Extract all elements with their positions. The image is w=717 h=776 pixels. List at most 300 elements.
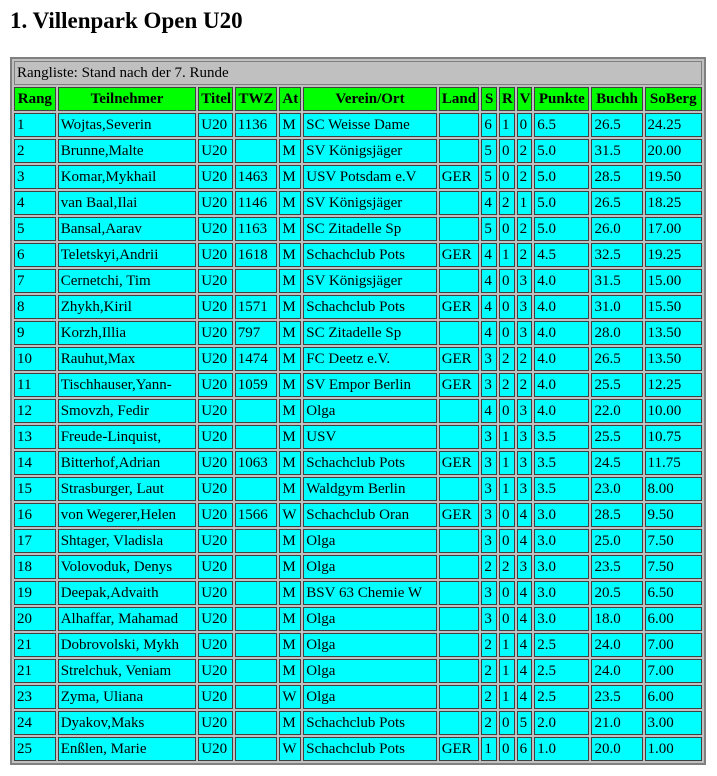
cell-soberg: 9.50 <box>645 503 703 527</box>
cell-land: GER <box>439 451 480 475</box>
cell-titel: U20 <box>198 581 232 605</box>
cell-soberg: 10.00 <box>645 399 703 423</box>
cell-twz: 1474 <box>235 347 278 371</box>
table-row <box>14 347 702 371</box>
cell-punkte: 3.0 <box>534 555 589 579</box>
table-body <box>14 113 702 761</box>
cell-titel: U20 <box>198 243 232 267</box>
cell-teilnehmer: van Baal,Ilai <box>58 191 197 215</box>
table-row <box>14 503 702 527</box>
cell-at: M <box>279 425 301 449</box>
cell-v: 0 <box>517 113 533 137</box>
cell-v: 2 <box>517 243 533 267</box>
cell-buchh: 21.0 <box>591 711 642 735</box>
cell-titel: U20 <box>198 529 232 553</box>
cell-buchh: 26.0 <box>591 217 642 241</box>
cell-rang: 14 <box>14 451 56 475</box>
cell-teilnehmer: Enßlen, Marie <box>58 737 197 761</box>
cell-verein-ort: SC Weisse Dame <box>303 113 436 137</box>
cell-rang: 13 <box>14 425 56 449</box>
cell-verein-ort: Olga <box>303 607 436 631</box>
cell-soberg: 7.50 <box>645 555 703 579</box>
cell-buchh: 26.5 <box>591 347 642 371</box>
cell-punkte: 3.5 <box>534 477 589 501</box>
cell-land <box>439 139 480 163</box>
cell-titel: U20 <box>198 711 232 735</box>
table-row <box>14 607 702 631</box>
cell-v: 3 <box>517 321 533 345</box>
cell-r: 0 <box>499 321 515 345</box>
cell-r: 0 <box>499 711 515 735</box>
cell-titel: U20 <box>198 451 232 475</box>
cell-punkte: 4.5 <box>534 243 589 267</box>
cell-r: 1 <box>499 659 515 683</box>
cell-r: 0 <box>499 399 515 423</box>
cell-s: 3 <box>481 529 497 553</box>
cell-buchh: 20.0 <box>591 737 642 761</box>
cell-verein-ort: SC Zitadelle Sp <box>303 217 436 241</box>
cell-buchh: 25.5 <box>591 373 642 397</box>
cell-twz: 1463 <box>235 165 278 189</box>
cell-twz <box>235 607 278 631</box>
cell-verein-ort: Olga <box>303 529 436 553</box>
table-row <box>14 529 702 553</box>
cell-teilnehmer: Komar,Mykhail <box>58 165 197 189</box>
column-header-twz: TWZ <box>235 87 278 111</box>
cell-at: M <box>279 217 301 241</box>
table-row <box>14 243 702 267</box>
cell-land <box>439 399 480 423</box>
cell-r: 0 <box>499 269 515 293</box>
column-header-v: V <box>517 87 533 111</box>
cell-buchh: 31.5 <box>591 139 642 163</box>
cell-land: GER <box>439 373 480 397</box>
cell-r: 2 <box>499 373 515 397</box>
cell-verein-ort: SV Empor Berlin <box>303 373 436 397</box>
cell-s: 6 <box>481 113 497 137</box>
cell-r: 1 <box>499 685 515 709</box>
cell-titel: U20 <box>198 633 232 657</box>
cell-v: 3 <box>517 399 533 423</box>
cell-buchh: 23.0 <box>591 477 642 501</box>
cell-titel: U20 <box>198 295 232 319</box>
cell-punkte: 4.0 <box>534 399 589 423</box>
cell-s: 3 <box>481 503 497 527</box>
cell-buchh: 32.5 <box>591 243 642 267</box>
cell-s: 3 <box>481 607 497 631</box>
cell-rang: 18 <box>14 555 56 579</box>
column-header-land: Land <box>439 87 480 111</box>
cell-teilnehmer: Wojtas,Severin <box>58 113 197 137</box>
cell-land <box>439 529 480 553</box>
cell-s: 2 <box>481 711 497 735</box>
cell-twz: 1136 <box>235 113 278 137</box>
cell-at: M <box>279 581 301 605</box>
cell-titel: U20 <box>198 191 232 215</box>
cell-land <box>439 633 480 657</box>
cell-teilnehmer: Strasburger, Laut <box>58 477 197 501</box>
caption-row <box>14 61 702 85</box>
table-row <box>14 451 702 475</box>
cell-punkte: 4.0 <box>534 373 589 397</box>
cell-at: M <box>279 529 301 553</box>
column-header-r: R <box>499 87 515 111</box>
cell-twz <box>235 555 278 579</box>
cell-punkte: 2.5 <box>534 633 589 657</box>
table-row <box>14 165 702 189</box>
cell-at: M <box>279 711 301 735</box>
cell-land: GER <box>439 737 480 761</box>
cell-s: 5 <box>481 139 497 163</box>
cell-s: 2 <box>481 633 497 657</box>
cell-titel: U20 <box>198 269 232 293</box>
cell-r: 0 <box>499 737 515 761</box>
cell-punkte: 4.0 <box>534 269 589 293</box>
table-row <box>14 399 702 423</box>
cell-land <box>439 425 480 449</box>
cell-titel: U20 <box>198 685 232 709</box>
cell-verein-ort: SV Königsjäger <box>303 269 436 293</box>
cell-v: 1 <box>517 191 533 215</box>
cell-v: 6 <box>517 737 533 761</box>
cell-at: M <box>279 139 301 163</box>
cell-soberg: 6.00 <box>645 607 703 631</box>
cell-titel: U20 <box>198 373 232 397</box>
cell-buchh: 24.5 <box>591 451 642 475</box>
cell-titel: U20 <box>198 425 232 449</box>
cell-v: 3 <box>517 451 533 475</box>
cell-v: 4 <box>517 529 533 553</box>
table-row <box>14 711 702 735</box>
cell-soberg: 15.50 <box>645 295 703 319</box>
cell-twz: 1618 <box>235 243 278 267</box>
cell-soberg: 13.50 <box>645 321 703 345</box>
cell-r: 1 <box>499 243 515 267</box>
cell-land <box>439 555 480 579</box>
cell-r: 0 <box>499 503 515 527</box>
cell-teilnehmer: Dobrovolski, Mykh <box>58 633 197 657</box>
cell-punkte: 5.0 <box>534 191 589 215</box>
cell-r: 0 <box>499 165 515 189</box>
cell-twz <box>235 529 278 553</box>
cell-twz <box>235 659 278 683</box>
column-header-buchh: Buchh <box>591 87 642 111</box>
cell-buchh: 26.5 <box>591 113 642 137</box>
cell-punkte: 1.0 <box>534 737 589 761</box>
cell-twz: 1063 <box>235 451 278 475</box>
cell-v: 4 <box>517 659 533 683</box>
column-header-s: S <box>481 87 497 111</box>
cell-verein-ort: BSV 63 Chemie W <box>303 581 436 605</box>
cell-soberg: 7.50 <box>645 529 703 553</box>
cell-twz <box>235 633 278 657</box>
table-row <box>14 373 702 397</box>
cell-r: 1 <box>499 633 515 657</box>
header-row <box>14 87 702 111</box>
cell-soberg: 19.25 <box>645 243 703 267</box>
cell-soberg: 8.00 <box>645 477 703 501</box>
cell-at: W <box>279 685 301 709</box>
cell-verein-ort: SV Königsjäger <box>303 139 436 163</box>
cell-teilnehmer: Cernetchi, Tim <box>58 269 197 293</box>
cell-teilnehmer: Smovzh, Fedir <box>58 399 197 423</box>
cell-land: GER <box>439 243 480 267</box>
cell-land <box>439 321 480 345</box>
cell-punkte: 5.0 <box>534 217 589 241</box>
cell-s: 4 <box>481 295 497 319</box>
cell-punkte: 3.0 <box>534 607 589 631</box>
cell-buchh: 28.0 <box>591 321 642 345</box>
cell-land: GER <box>439 503 480 527</box>
cell-r: 0 <box>499 607 515 631</box>
cell-rang: 1 <box>14 113 56 137</box>
cell-s: 3 <box>481 581 497 605</box>
cell-land: GER <box>439 165 480 189</box>
column-header-punkte: Punkte <box>534 87 589 111</box>
cell-rang: 7 <box>14 269 56 293</box>
cell-soberg: 7.00 <box>645 659 703 683</box>
cell-punkte: 4.0 <box>534 295 589 319</box>
cell-soberg: 3.00 <box>645 711 703 735</box>
cell-land: GER <box>439 347 480 371</box>
cell-s: 2 <box>481 685 497 709</box>
cell-titel: U20 <box>198 347 232 371</box>
cell-titel: U20 <box>198 607 232 631</box>
cell-r: 0 <box>499 529 515 553</box>
cell-buchh: 31.0 <box>591 295 642 319</box>
cell-v: 2 <box>517 373 533 397</box>
cell-at: M <box>279 269 301 293</box>
cell-s: 3 <box>481 477 497 501</box>
cell-s: 4 <box>481 243 497 267</box>
cell-land <box>439 269 480 293</box>
cell-buchh: 18.0 <box>591 607 642 631</box>
cell-twz <box>235 711 278 735</box>
cell-rang: 21 <box>14 659 56 683</box>
cell-s: 4 <box>481 191 497 215</box>
cell-buchh: 25.0 <box>591 529 642 553</box>
column-header-rang: Rang <box>14 87 56 111</box>
cell-s: 2 <box>481 555 497 579</box>
cell-at: M <box>279 555 301 579</box>
cell-verein-ort: Schachclub Pots <box>303 737 436 761</box>
cell-rang: 9 <box>14 321 56 345</box>
cell-twz <box>235 685 278 709</box>
cell-v: 2 <box>517 139 533 163</box>
cell-rang: 4 <box>14 191 56 215</box>
cell-soberg: 6.00 <box>645 685 703 709</box>
cell-rang: 3 <box>14 165 56 189</box>
cell-at: M <box>279 113 301 137</box>
column-header-verein-ort: Verein/Ort <box>303 87 436 111</box>
cell-teilnehmer: Rauhut,Max <box>58 347 197 371</box>
cell-at: M <box>279 191 301 215</box>
cell-titel: U20 <box>198 321 232 345</box>
cell-v: 4 <box>517 633 533 657</box>
cell-verein-ort: Olga <box>303 555 436 579</box>
cell-v: 4 <box>517 503 533 527</box>
cell-twz: 1059 <box>235 373 278 397</box>
cell-teilnehmer: Deepak,Advaith <box>58 581 197 605</box>
cell-r: 0 <box>499 217 515 241</box>
cell-at: M <box>279 607 301 631</box>
cell-at: M <box>279 347 301 371</box>
cell-buchh: 31.5 <box>591 269 642 293</box>
cell-v: 4 <box>517 581 533 605</box>
cell-r: 0 <box>499 581 515 605</box>
cell-rang: 25 <box>14 737 56 761</box>
cell-titel: U20 <box>198 217 232 241</box>
ranking-table-frame <box>10 57 706 765</box>
cell-titel: U20 <box>198 399 232 423</box>
table-row <box>14 139 702 163</box>
cell-punkte: 3.5 <box>534 425 589 449</box>
cell-buchh: 20.5 <box>591 581 642 605</box>
cell-punkte: 2.0 <box>534 711 589 735</box>
cell-s: 4 <box>481 399 497 423</box>
cell-punkte: 5.0 <box>534 139 589 163</box>
table-row <box>14 737 702 761</box>
cell-twz: 1571 <box>235 295 278 319</box>
cell-verein-ort: SV Königsjäger <box>303 191 436 215</box>
table-caption: Rangliste: Stand nach der 7. Runde <box>14 61 702 85</box>
cell-soberg: 1.00 <box>645 737 703 761</box>
cell-v: 5 <box>517 711 533 735</box>
cell-twz: 1566 <box>235 503 278 527</box>
cell-rang: 6 <box>14 243 56 267</box>
page-title: 1. Villenpark Open U20 <box>10 8 243 33</box>
cell-punkte: 5.0 <box>534 165 589 189</box>
cell-twz <box>235 737 278 761</box>
cell-buchh: 23.5 <box>591 685 642 709</box>
cell-twz: 1163 <box>235 217 278 241</box>
cell-r: 1 <box>499 113 515 137</box>
cell-punkte: 3.0 <box>534 503 589 527</box>
cell-land <box>439 685 480 709</box>
cell-r: 0 <box>499 295 515 319</box>
cell-rang: 19 <box>14 581 56 605</box>
cell-verein-ort: SC Zitadelle Sp <box>303 321 436 345</box>
cell-v: 2 <box>517 165 533 189</box>
table-row <box>14 581 702 605</box>
table-row <box>14 633 702 657</box>
cell-v: 3 <box>517 425 533 449</box>
cell-land <box>439 607 480 631</box>
cell-soberg: 24.25 <box>645 113 703 137</box>
cell-twz <box>235 581 278 605</box>
cell-at: M <box>279 295 301 319</box>
cell-soberg: 13.50 <box>645 347 703 371</box>
cell-rang: 11 <box>14 373 56 397</box>
cell-soberg: 7.00 <box>645 633 703 657</box>
cell-s: 4 <box>481 321 497 345</box>
cell-rang: 17 <box>14 529 56 553</box>
cell-verein-ort: Olga <box>303 659 436 683</box>
cell-teilnehmer: Bitterhof,Adrian <box>58 451 197 475</box>
cell-punkte: 3.0 <box>534 581 589 605</box>
cell-s: 3 <box>481 451 497 475</box>
table-row <box>14 477 702 501</box>
cell-soberg: 11.75 <box>645 451 703 475</box>
cell-buchh: 25.5 <box>591 425 642 449</box>
cell-at: M <box>279 659 301 683</box>
cell-verein-ort: USV Potsdam e.V <box>303 165 436 189</box>
cell-soberg: 20.00 <box>645 139 703 163</box>
cell-titel: U20 <box>198 503 232 527</box>
cell-soberg: 6.50 <box>645 581 703 605</box>
cell-teilnehmer: Korzh,Illia <box>58 321 197 345</box>
cell-titel: U20 <box>198 737 232 761</box>
cell-at: M <box>279 373 301 397</box>
cell-soberg: 15.00 <box>645 269 703 293</box>
cell-teilnehmer: Brunne,Malte <box>58 139 197 163</box>
cell-titel: U20 <box>198 165 232 189</box>
cell-r: 0 <box>499 139 515 163</box>
cell-punkte: 3.5 <box>534 451 589 475</box>
table-row <box>14 217 702 241</box>
cell-titel: U20 <box>198 477 232 501</box>
cell-v: 4 <box>517 607 533 631</box>
cell-rang: 2 <box>14 139 56 163</box>
table-row <box>14 659 702 683</box>
cell-buchh: 28.5 <box>591 165 642 189</box>
cell-teilnehmer: Zhykh,Kiril <box>58 295 197 319</box>
cell-r: 2 <box>499 555 515 579</box>
cell-r: 1 <box>499 425 515 449</box>
cell-at: M <box>279 633 301 657</box>
cell-buchh: 28.5 <box>591 503 642 527</box>
cell-soberg: 17.00 <box>645 217 703 241</box>
table-row <box>14 555 702 579</box>
table-row <box>14 295 702 319</box>
cell-teilnehmer: Dyakov,Maks <box>58 711 197 735</box>
cell-at: W <box>279 737 301 761</box>
cell-at: M <box>279 399 301 423</box>
cell-verein-ort: Schachclub Pots <box>303 451 436 475</box>
cell-v: 2 <box>517 347 533 371</box>
cell-teilnehmer: Teletskyi,Andrii <box>58 243 197 267</box>
cell-v: 3 <box>517 477 533 501</box>
cell-teilnehmer: Freude-Linquist, <box>58 425 197 449</box>
cell-punkte: 2.5 <box>534 685 589 709</box>
cell-twz <box>235 399 278 423</box>
cell-verein-ort: Olga <box>303 685 436 709</box>
table-row <box>14 269 702 293</box>
cell-teilnehmer: Zyma, Uliana <box>58 685 197 709</box>
cell-r: 2 <box>499 191 515 215</box>
cell-verein-ort: FC Deetz e.V. <box>303 347 436 371</box>
cell-s: 1 <box>481 737 497 761</box>
cell-s: 5 <box>481 165 497 189</box>
cell-teilnehmer: Strelchuk, Veniam <box>58 659 197 683</box>
cell-soberg: 12.25 <box>645 373 703 397</box>
cell-v: 3 <box>517 555 533 579</box>
cell-v: 3 <box>517 269 533 293</box>
cell-at: M <box>279 243 301 267</box>
column-header-at: At <box>279 87 301 111</box>
cell-s: 4 <box>481 269 497 293</box>
cell-at: M <box>279 477 301 501</box>
cell-soberg: 19.50 <box>645 165 703 189</box>
cell-v: 4 <box>517 685 533 709</box>
table-row <box>14 321 702 345</box>
table-row <box>14 113 702 137</box>
cell-v: 2 <box>517 217 533 241</box>
cell-land <box>439 217 480 241</box>
table-row <box>14 191 702 215</box>
cell-buchh: 23.5 <box>591 555 642 579</box>
cell-r: 2 <box>499 347 515 371</box>
